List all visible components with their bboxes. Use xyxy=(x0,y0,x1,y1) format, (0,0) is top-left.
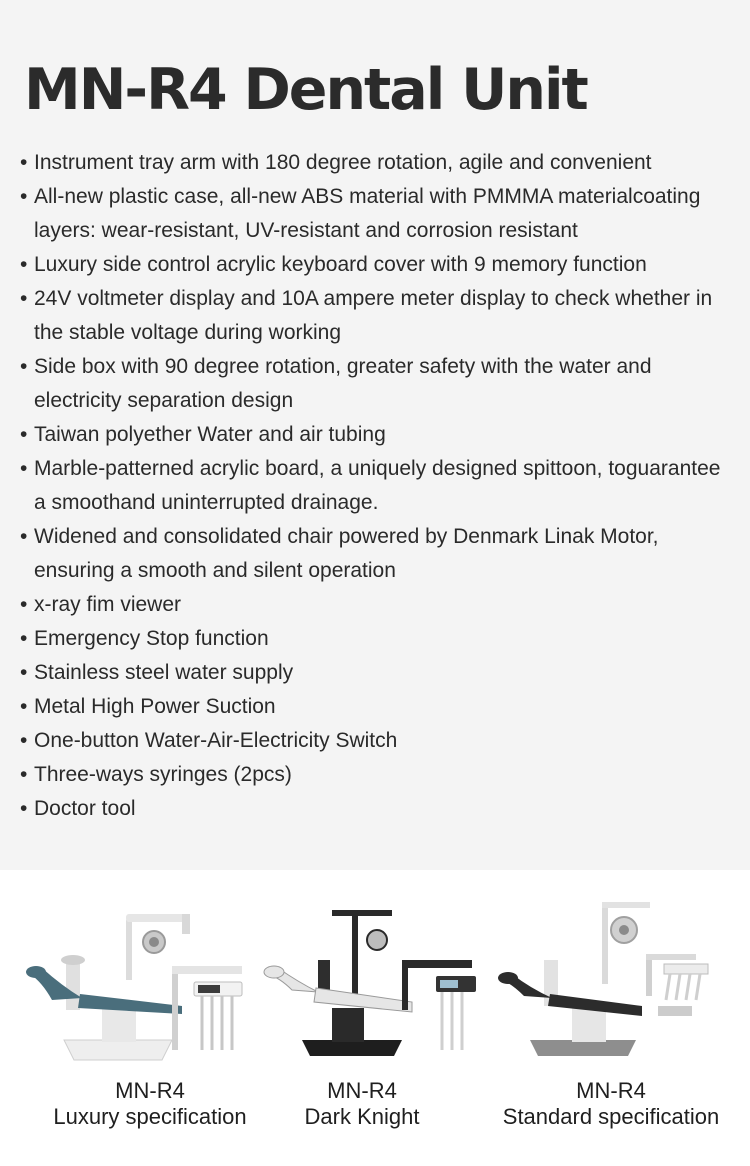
chair-seat xyxy=(78,994,182,1014)
product-model: MN-R4 xyxy=(327,1078,397,1103)
dental-chair-standard-photo xyxy=(496,890,726,1070)
feature-item: • Instrument tray arm with 180 degree rotation, agile and convenient xyxy=(20,146,735,180)
product-model: MN-R4 xyxy=(115,1078,185,1103)
product-spec: Luxury specification xyxy=(53,1104,247,1129)
feature-item: • 24V voltmeter display and 10A ampere meter display to check whether in the stable voltage during working xyxy=(20,282,735,350)
product-card-standard xyxy=(496,890,726,1129)
feature-item: • Metal High Power Suction xyxy=(20,690,735,724)
feature-item: • Taiwan polyether Water and air tubing xyxy=(20,418,735,452)
feature-item: • Side box with 90 degree rotation, greater safety with the water and electricity separation design xyxy=(20,350,735,418)
product-model: MN-R4 xyxy=(576,1078,646,1103)
feature-item: • Emergency Stop function xyxy=(20,622,735,656)
product-spec: Standard specification xyxy=(502,1104,720,1129)
product-gallery xyxy=(0,890,750,1166)
dental-chair-black-photo xyxy=(262,890,482,1070)
feature-item: • x-ray fim viewer xyxy=(20,588,735,622)
feature-item: • Widened and consolidated chair powered by Denmark Linak Motor, ensuring a smooth and silent operation xyxy=(20,520,735,588)
product-card-luxury xyxy=(22,890,252,1129)
chair-headrest xyxy=(498,972,518,984)
product-spec: Dark Knight xyxy=(304,1104,420,1129)
chair-headrest xyxy=(264,966,284,978)
feature-list xyxy=(20,146,735,826)
feature-item: • All-new plastic case, all-new ABS material with PMMMA materialcoating layers: wear-resistant, UV-resistant and corrosion resistant xyxy=(20,180,735,248)
feature-item: • Marble-patterned acrylic board, a uniquely designed spittoon, toguarantee a smoothand uninterrupted drainage. xyxy=(20,452,735,520)
feature-item: • One-button Water-Air-Electricity Switch xyxy=(20,724,735,758)
product-card-dark-knight xyxy=(262,890,482,1129)
feature-item: • Stainless steel water supply xyxy=(20,656,735,690)
feature-item: • Doctor tool xyxy=(20,792,735,826)
feature-item: • Luxury side control acrylic keyboard cover with 9 memory function xyxy=(20,248,735,282)
chair-headrest xyxy=(26,966,46,978)
dental-chair-blue-photo xyxy=(22,890,252,1070)
feature-item: • Three-ways syringes (2pcs) xyxy=(20,758,735,792)
page-title: MN-R4 Dental Unit xyxy=(24,57,587,123)
